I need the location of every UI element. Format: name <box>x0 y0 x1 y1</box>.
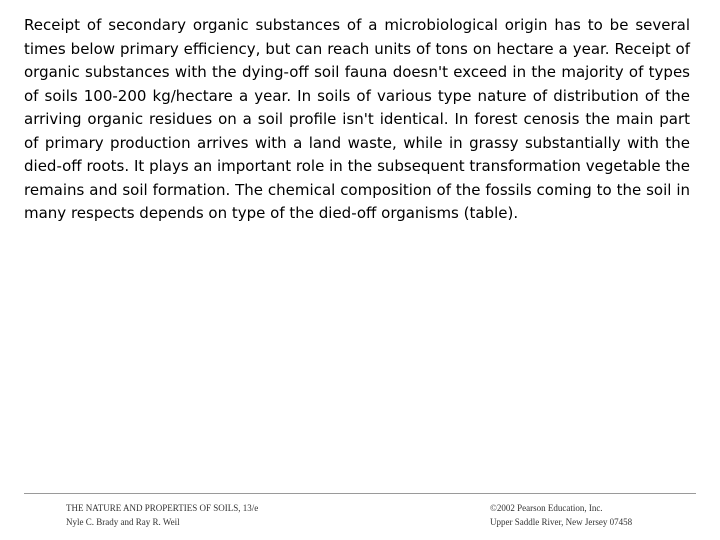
footer-copyright: ©2002 Pearson Education, Inc. <box>490 503 603 513</box>
footer-publisher <box>490 501 632 529</box>
body-paragraph: Receipt of secondary organic substances of a microbiological origin has to be several times below primary efficiency, but can reach units of tons on hectare a year. Receipt of organic substances with the dying-off soil fauna doesn't exceed in the majority of types of soils 100-200 kg/hectare a year. In soils of various type nature of distribution of the arriving organic residues on a soil profile isn't identical. In forest cenosis the main part of primary production arrives with a land waste, while in grassy substantially with the died-off roots. It plays an important role in the subsequent transformation vegetable the remains and soil formation. The chemical composition of the fossils coming to the soil in many respects depends on type of the died-off organisms (table). <box>24 16 690 222</box>
footer-divider <box>24 493 696 494</box>
footer-citation <box>66 501 258 529</box>
footer-book-title: THE NATURE AND PROPERTIES OF SOILS, 13/e <box>66 503 259 513</box>
footer-publisher-address: Upper Saddle River, New Jersey 07458 <box>490 517 633 527</box>
footer-authors: Nyle C. Brady and Ray R. Weil <box>66 517 180 527</box>
